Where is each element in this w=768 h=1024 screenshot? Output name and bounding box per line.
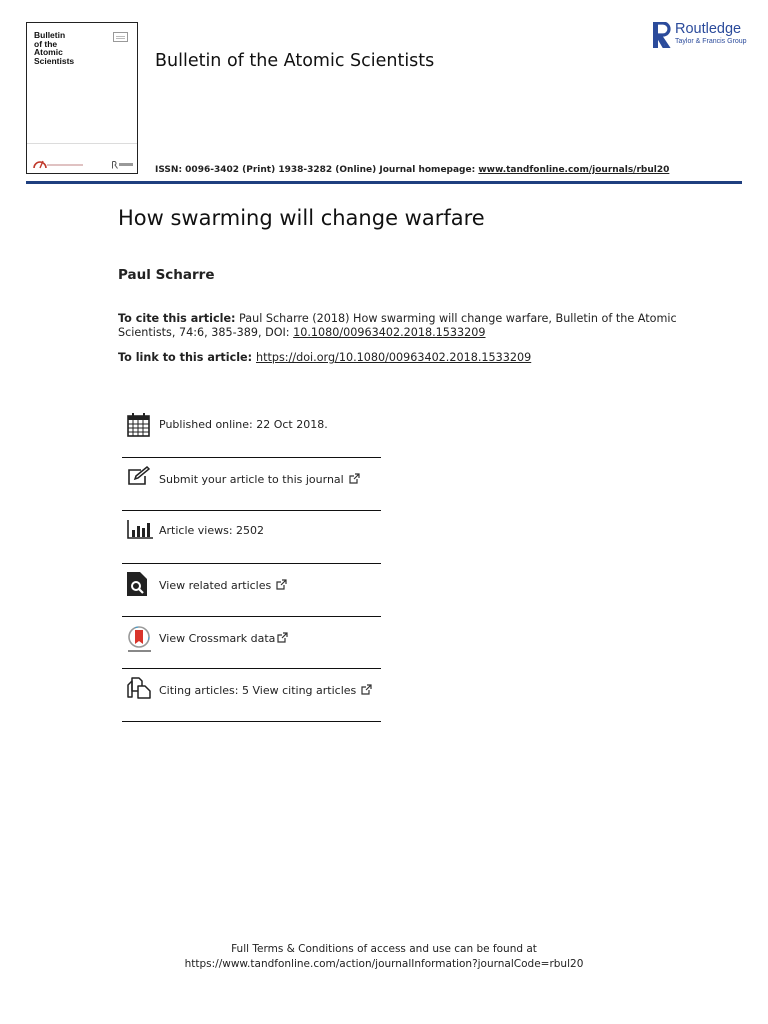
issn-text: ISSN: 0096-3402 (Print) 1938-3282 (Online) Journal homepage:: [155, 165, 479, 175]
crossmark-link[interactable]: [159, 632, 288, 645]
external-link-icon: [361, 684, 372, 695]
calendar-icon: [127, 413, 150, 437]
cite-text: Paul Scharre (2018) How swarming will change warfare, Bulletin of the Atomic Scientists, 74:6, 385-389, DOI:: [118, 312, 677, 339]
issn-line: [155, 165, 669, 175]
external-link-icon: [349, 473, 360, 484]
cover-title-line: Scientists: [34, 55, 75, 66]
terms-footer: [0, 942, 768, 972]
edit-pencil-icon: [127, 466, 151, 486]
citing-articles-row[interactable]: [122, 669, 381, 722]
article-link-block: [118, 351, 678, 365]
doomsday-clock-icon: [32, 155, 48, 169]
terms-line: Full Terms & Conditions of access and use can be found at: [231, 943, 537, 955]
cover-title: [34, 31, 104, 65]
submit-article-text: Submit your article to this journal: [159, 473, 344, 486]
external-link-icon: [277, 632, 288, 643]
routledge-logo-icon: [653, 22, 671, 48]
published-online-row: [122, 404, 381, 458]
header-rule: [26, 181, 742, 184]
article-doi-url-link[interactable]: https://doi.org/10.1080/00963402.2018.1533209: [256, 351, 532, 364]
external-link-icon: [276, 579, 287, 590]
cite-label: To cite this article:: [118, 312, 236, 325]
citing-documents-icon: [127, 677, 151, 699]
cover-title-line: Atomic: [34, 47, 63, 58]
published-online-text: Published online: 22 Oct 2018.: [159, 418, 328, 431]
related-articles-link[interactable]: [159, 579, 287, 592]
cover-tagline: [47, 164, 83, 166]
doi-link[interactable]: 10.1080/00963402.2018.1533209: [293, 326, 486, 339]
article-author: Paul Scharre: [118, 267, 215, 283]
cover-title-line: Bulletin: [34, 30, 66, 40]
crossmark-icon: [127, 626, 153, 653]
article-title: How swarming will change warfare: [118, 206, 485, 230]
citation-block: [118, 312, 678, 340]
terms-url[interactable]: https://www.tandfonline.com/action/journalInformation?journalCode=rbul20: [184, 958, 584, 970]
document-search-icon: [127, 572, 147, 596]
journal-homepage-link[interactable]: www.tandfonline.com/journals/rbul20: [478, 165, 670, 175]
link-label: To link to this article:: [118, 351, 256, 364]
crossmark-text: View Crossmark data: [159, 632, 276, 645]
journal-title: Bulletin of the Atomic Scientists: [155, 51, 435, 71]
related-articles-text: View related articles: [159, 579, 272, 592]
related-articles-row[interactable]: [122, 564, 381, 617]
cover-divider: [27, 143, 137, 144]
submit-article-link[interactable]: [159, 473, 360, 486]
publisher-name: Routledge: [675, 21, 742, 37]
citing-articles-link[interactable]: [159, 684, 372, 697]
cover-badge: [113, 32, 128, 42]
cover-publisher-text: [119, 163, 133, 166]
row-divider: [122, 721, 381, 722]
routledge-small-logo-icon: [112, 161, 118, 169]
cover-title-line: of the: [34, 38, 58, 49]
citing-articles-text: Citing articles: 5 View citing articles: [159, 684, 357, 697]
crossmark-row[interactable]: [122, 617, 381, 669]
article-views-row: [122, 511, 381, 564]
publisher-subtitle: Taylor & Francis Group: [675, 38, 747, 45]
journal-cover-thumbnail: [26, 22, 138, 174]
bar-chart-icon: [127, 520, 153, 539]
submit-article-row[interactable]: [122, 458, 381, 511]
article-views-text: Article views: 2502: [159, 524, 265, 537]
